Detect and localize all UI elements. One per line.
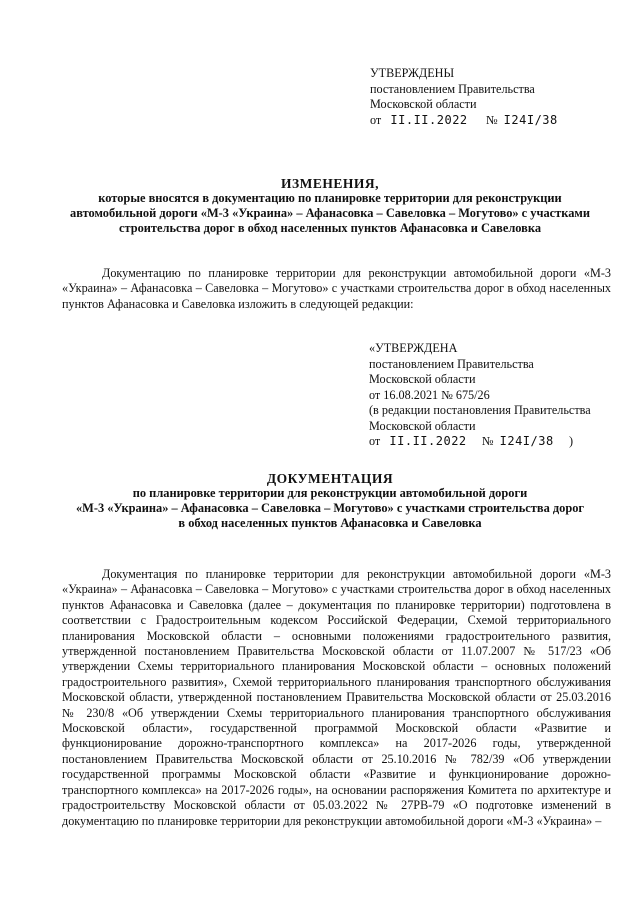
- approval-line: Московской области: [369, 418, 476, 433]
- intro-text: Документацию по планировке территории для реконструкции автомобильной дороги «М-3 «Украина» – Афанасовка – Савеловка – Могутово» с участками строительства дорог в обход населенных пунктов Афанасовка и Савеловка изложить в следующей редакции:: [62, 266, 611, 311]
- documentation-subtitle-line: «М-3 «Украина» – Афанасовка – Савеловка – Могутово» с участками строительства дорог: [75, 501, 585, 515]
- approval-line: Московской области: [369, 372, 476, 386]
- approval-line: постановлением Правительства: [370, 81, 535, 96]
- handwritten-date: II.II.2022: [390, 112, 468, 127]
- approval-line: Московской области: [370, 97, 477, 111]
- closing-paren: ): [568, 434, 573, 448]
- approval-title: «УТВЕРЖДЕНА: [369, 341, 458, 355]
- changes-subtitle-line: автомобильной дороги «М-3 «Украина» – Афанасовка – Савеловка – Могутово» с участками: [70, 206, 590, 220]
- documentation-subtitle-line: по планировке территории для реконструкции автомобильной дороги: [132, 486, 528, 500]
- intro-paragraph: [62, 266, 611, 312]
- approval-date-line: [370, 113, 558, 129]
- approval-title: УТВЕРЖДЕНЫ: [370, 66, 455, 80]
- changes-subtitle-line: которые вносятся в документацию по планировке территории для реконструкции: [98, 191, 562, 205]
- handwritten-number: I24I/38: [499, 434, 554, 448]
- documentation-subtitle-line: в обход населенных пунктов Афанасовка и Савеловка: [178, 516, 482, 530]
- main-paragraph: [62, 567, 611, 829]
- date-prefix: от: [370, 112, 382, 127]
- approval-line: от 16.08.2021 № 675/26: [369, 387, 490, 402]
- approval-stamp-inner: [369, 341, 591, 450]
- number-prefix: №: [485, 112, 498, 127]
- changes-subtitle-line: строительства дорог в обход населенных пунктов Афанасовка и Савеловка: [118, 221, 542, 235]
- handwritten-number: I24I/38: [503, 112, 558, 127]
- documentation-title: [50, 471, 610, 531]
- handwritten-date: II.II.2022: [389, 434, 467, 448]
- documentation-heading: ДОКУМЕНТАЦИЯ: [266, 471, 394, 486]
- approval-stamp-top: [370, 66, 558, 128]
- approval-line: постановлением Правительства: [369, 356, 534, 371]
- approval-date-line: [369, 434, 591, 450]
- changes-heading: ИЗМЕНЕНИЯ,: [280, 176, 379, 191]
- main-text: Документация по планировке территории для реконструкции автомобильной дороги «М-3 «Украина» – Афанасовка – Савеловка – Могутово» с участками строительства дорог в обход населенных пунктов Афанасовка и Савеловка (далее – документация по планировке территории) подготовлена в соответствии с Градостроительным кодексом Российской Федерации, Схемой территориального планирования Московской области – основными положениями градостроительного развития, утвержденной постановлением Правительства Московской области от 11.07.2007 № 517/23 «Об утверждении Схемы территориального планирования Московской области – основных положений градостроительного развития», Схемой территориального планирования транспортного обслуживания Московской области, утвержденной постановлением Правительства Московской области от 25.03.2016 № 230/8 «Об утверждении Схемы территориального планирования транспортного обслуживания Московской области», государственной программой Московской области «Развитие и функционирование дорожно-транспортного комплекса» на 2017-2026 годы, утвержденной постановлением Правительства Московской области от 25.10.2016 № 782/39 «Об утверждении государственной программы Московской области «Развитие и функционирование дорожно-транспортного комплекса» на 2017-2026 годы», на основании распоряжения Комитета по архитектуре и градостроительству Московской области от 05.03.2022 № 27РВ-79 «О подготовке изменений в документацию по планировке территории для реконструкции автомобильной дороги «М-3 «Украина» –: [62, 567, 611, 828]
- changes-title: [50, 176, 610, 236]
- number-prefix: №: [481, 434, 494, 448]
- date-prefix: от: [369, 434, 381, 448]
- approval-line: (в редакции постановления Правительства: [369, 403, 591, 417]
